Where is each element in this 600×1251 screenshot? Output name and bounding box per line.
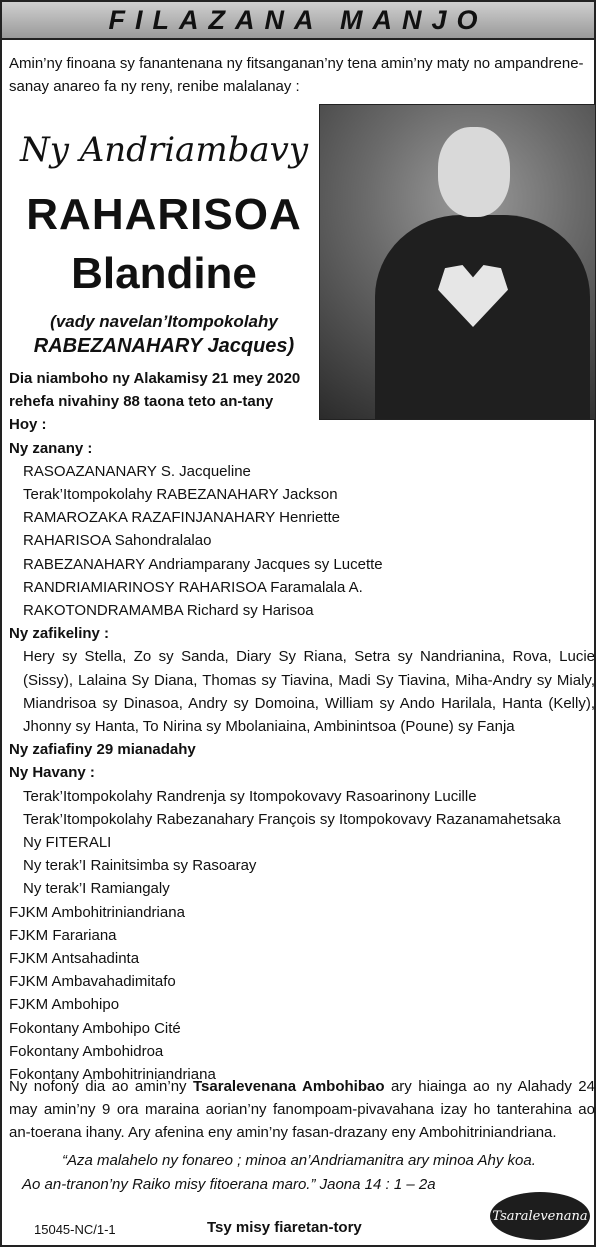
organization-item: Fokontany Ambohipo Cité xyxy=(9,1019,181,1037)
quote-line-2: Ao an-tranon’ny Raiko misy fitoerana maro.” Jaona 14 : 1 – 2a xyxy=(22,1176,436,1193)
relative-item: Terak’Itompokolahy Randrenja sy Itompokovavy Rasoarinony Lucille xyxy=(23,787,477,805)
footer-note: Tsy misy fiaretan-tory xyxy=(207,1219,362,1236)
grandchildren-heading: Ny zafikeliny : xyxy=(9,625,110,643)
child-item: RAHARISOA Sahondralalao xyxy=(23,532,212,550)
obituary-body xyxy=(9,367,595,1086)
great-grandchildren-line: Ny zafiafiny 29 mianadahy xyxy=(9,741,196,759)
detail-line: rehefa nivahiny 88 taona teto an-tany xyxy=(9,393,274,411)
child-item: Terak’Itompokolahy RABEZANAHARY Jackson xyxy=(23,486,338,504)
reference-code: 15045-NC/1-1 xyxy=(34,1222,116,1237)
relative-item: Ny terak’I Ramiangaly xyxy=(23,880,170,898)
organization-item: Fokontany Ambohitriniandriana xyxy=(9,1066,216,1084)
quote-line-1: “Aza malahelo ny fonareo ; minoa an’Andriamanitra ary minoa Ahy koa. xyxy=(62,1152,536,1169)
children-heading: Ny zanany : xyxy=(9,439,93,457)
organization-item: Fokontany Ambohidroa xyxy=(9,1042,164,1060)
detail-line: Hoy : xyxy=(9,416,47,434)
honorific: Ny Andriambavy xyxy=(19,130,309,170)
funeral-details xyxy=(9,1075,595,1144)
photo-figure-face xyxy=(438,127,510,217)
organization-item: FJKM Antsahadinta xyxy=(9,950,140,968)
tsaralevenana-logo xyxy=(490,1192,590,1240)
child-item: RABEZANAHARY Andriamparany Jacques sy Lucette xyxy=(23,555,383,573)
organization-item: FJKM Ambohitriniandriana xyxy=(9,903,185,921)
relative-item: Ny terak’I Rainitsimba sy Rasoaray xyxy=(23,857,257,875)
relative-item: Ny FITERALI xyxy=(23,834,112,852)
scripture-quote xyxy=(22,1149,562,1197)
child-item: RASOAZANANARY S. Jacqueline xyxy=(23,462,251,480)
spouse-line-1: (vady navelan’Itompokolahy xyxy=(50,312,278,331)
closing-post: ary hiainga ao ny Alahady 24 may amin’ny 9 ora maraina aorian’ny fanompoam-pivavahana izay ho tanterahina ao an-toerana ihany. Ary afenina eny amin’ny fasan-drazany eny Ambohitriniandriana. xyxy=(9,1078,595,1141)
organization-item: FJKM Ambohipo xyxy=(9,996,120,1014)
relative-item: Terak’Itompokolahy Rabezanahary François sy Itompokovavy Razanamahetsaka xyxy=(23,810,561,828)
closing-place: Tsaralevenana Ambohibao xyxy=(193,1078,385,1095)
organization-item: FJKM Farariana xyxy=(9,926,117,944)
detail-line: Dia niamboho ny Alakamisy 21 mey 2020 xyxy=(9,370,301,387)
organization-item: FJKM Ambavahadimitafo xyxy=(9,973,176,991)
deceased-surname: RAHARISOA xyxy=(26,190,302,239)
deceased-given-name: Blandine xyxy=(71,249,257,298)
child-item: RAKOTONDRAMAMBA Richard sy Harisoa xyxy=(23,602,314,620)
header-bar xyxy=(2,2,594,40)
intro-text: Amin’ny finoana sy fanantenana ny fitsanganan’ny tena amin’ny maty no ampandrene-sanay anareo fa ny reny, renibe malalanay : xyxy=(9,55,584,95)
closing-pre: Ny nofony dia ao amin’ny xyxy=(9,1078,193,1095)
logo-text: Tsaralevenana xyxy=(492,1208,588,1224)
child-item: RAMAROZAKA RAZAFINJANAHARY Henriette xyxy=(23,509,341,527)
header-title: FILAZANA MANJO xyxy=(108,4,488,35)
child-item: RANDRIAMIARINOSY RAHARISOA Faramalala A. xyxy=(23,578,363,596)
grandchildren-list: Hery sy Stella, Zo sy Sanda, Diary Sy Riana, Setra sy Nandrianina, Rova, Lucie (Sissy), Lalaina Sy Diana, Thomas sy Tiavina, Madi Sy Tiavina, Miha-Andry sy Mialy, Miandrisoa sy Dinasoa, Andry sy Domoina, William sy Ando Harilala, Hanta (Kelly), Jhonny sy Hanta, To Nirina sy Mbolaniaina, Ambinintsoa (Poune) sy Fanja xyxy=(23,648,595,736)
spouse-line-2: RABEZANAHARY Jacques) xyxy=(33,335,295,357)
relatives-heading: Ny Havany : xyxy=(9,764,95,782)
